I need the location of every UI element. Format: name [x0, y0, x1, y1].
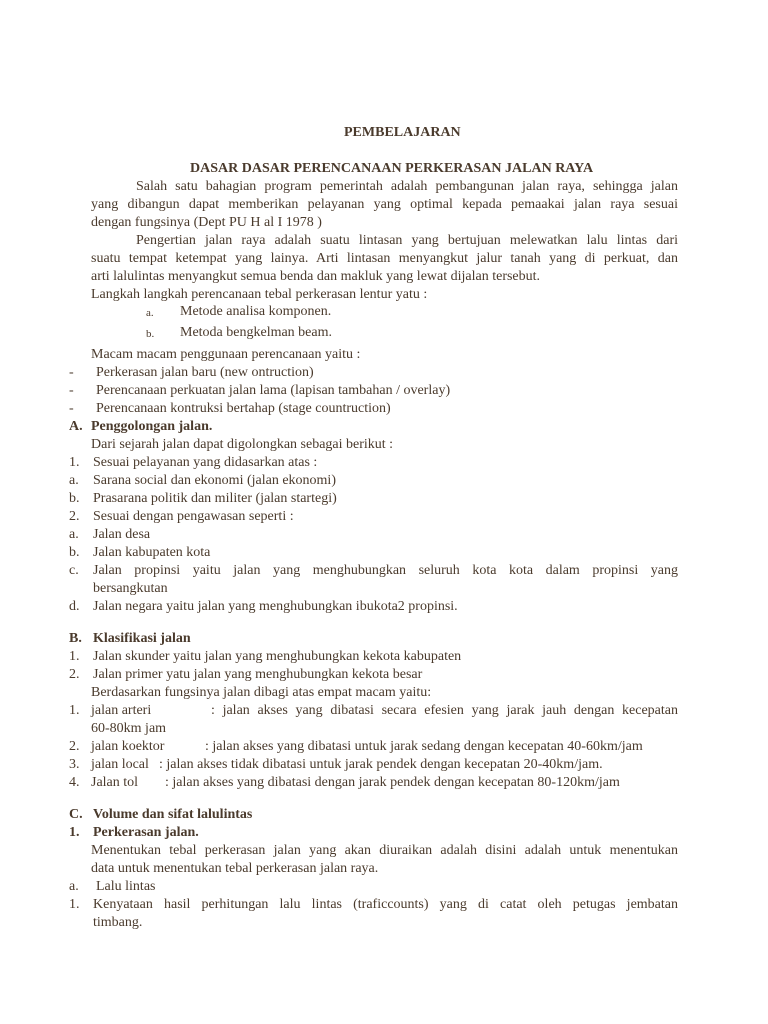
- a-item2a-marker: a.: [69, 527, 79, 542]
- a-item2c-text: Jalan propinsi yaitu jalan yang menghubungkan seluruh kota kota dalam propinsi yang: [93, 563, 678, 578]
- a-item1-marker: 1.: [69, 455, 80, 470]
- c-a-text: Lalu lintas: [96, 879, 156, 894]
- step-text-a: Metode analisa komponen.: [180, 304, 332, 319]
- c-sub1-heading: Perkerasan jalan.: [93, 825, 199, 840]
- p1-line2: yang dibangun dapat memberikan pelayanan yang optimal kepada pemaakai jalan raya sesuai: [91, 197, 678, 212]
- doc-subtitle: DASAR DASAR PERENCANAAN PERKERASAN JALAN RAYA: [190, 161, 594, 176]
- b-f4-name: Jalan tol: [91, 775, 139, 790]
- section-c-marker: C.: [69, 807, 83, 822]
- b-item1-text: Jalan skunder yaitu jalan yang menghubungkan kekota kabupaten: [93, 649, 462, 664]
- use-text-2: Perencanaan perkuatan jalan lama (lapisan tambahan / overlay): [96, 383, 451, 398]
- b-intro: Berdasarkan fungsinya jalan dibagi atas empat macam yaitu:: [91, 685, 432, 700]
- b-f1-text: : jalan akses yang dibatasi secara efesien yang jarak jauh dengan kecepatan: [211, 703, 678, 718]
- section-a-marker: A.: [69, 419, 83, 434]
- a-item1b-text: Prasarana politik dan militer (jalan startegi): [93, 491, 337, 506]
- b-f1-name: jalan arteri: [91, 703, 152, 718]
- c-para-line1: Menentukan tebal perkerasan jalan yang akan diuraikan adalah disini adalah untuk menentukan: [91, 843, 678, 858]
- use-text-3: Perencanaan kontruksi bertahap (stage countruction): [96, 401, 391, 416]
- use-marker-2: -: [69, 383, 74, 398]
- b-f3-text: : jalan akses tidak dibatasi untuk jarak pendek dengan kecepatan 20-40km/jam.: [159, 757, 603, 772]
- c-sub1-marker: 1.: [69, 825, 80, 840]
- step-marker-a: a.: [146, 307, 154, 319]
- section-b-heading: Klasifikasi jalan: [93, 631, 191, 646]
- b-item2-text: Jalan primer yatu jalan yang menghubungkan kekota besar: [93, 667, 423, 682]
- section-c-heading: Volume dan sifat lalulintas: [93, 807, 253, 822]
- b-item2-marker: 2.: [69, 667, 80, 682]
- p1-line1: Salah satu bahagian program pemerintah adalah pembangunan jalan raya, sehingga jalan: [136, 179, 678, 194]
- b-f1-marker: 1.: [69, 703, 80, 718]
- b-f2-name: jalan koektor: [91, 739, 165, 754]
- p2-line1: Pengertian jalan raya adalah suatu lintasan yang bertujuan melewatkan lalu lintas dari: [136, 233, 678, 248]
- c-a-marker: a.: [69, 879, 79, 894]
- a-item2d-marker: d.: [69, 599, 80, 614]
- section-a-intro: Dari sejarah jalan dapat digolongkan sebagai berikut :: [91, 437, 394, 452]
- b-f3-marker: 3.: [69, 757, 80, 772]
- uses-intro: Macam macam penggunaan perencanaan yaitu :: [91, 347, 361, 362]
- b-f4-text: : jalan akses yang dibatasi dengan jarak pendek dengan kecepatan 80-120km/jam: [165, 775, 620, 790]
- b-f2-text: : jalan akses yang dibatasi untuk jarak sedang dengan kecepatan 40-60km/jam: [205, 739, 643, 754]
- step-text-b: Metoda bengkelman beam.: [180, 325, 333, 340]
- p2-line3: arti lalulintas menyangkut semua benda dan makluk yang lewat dijalan tersebut.: [91, 269, 541, 284]
- a-item1b-marker: b.: [69, 491, 80, 506]
- c-para-line2: data untuk menentukan tebal perkerasan jalan raya.: [91, 861, 379, 876]
- c-k-marker: 1.: [69, 897, 80, 912]
- p2-line2: suatu tempat ketempat yang lainya. Arti lintasan menyangkut jalur tanah yang di perkuat, dan: [91, 251, 678, 266]
- a-item1a-marker: a.: [69, 473, 79, 488]
- use-marker-3: -: [69, 401, 74, 416]
- use-text-1: Perkerasan jalan baru (new ontruction): [96, 365, 314, 380]
- a-item2b-text: Jalan kabupaten kota: [93, 545, 211, 560]
- section-b-marker: B.: [69, 631, 82, 646]
- a-item2-text: Sesuai dengan pengawasan seperti :: [93, 509, 294, 524]
- doc-title: PEMBELAJARAN: [344, 125, 461, 140]
- section-a-heading: Penggolongan jalan.: [91, 419, 213, 434]
- a-item2a-text: Jalan desa: [93, 527, 151, 542]
- step-marker-b: b.: [146, 328, 155, 340]
- use-marker-1: -: [69, 365, 74, 380]
- a-item2b-marker: b.: [69, 545, 80, 560]
- b-f1-text-cont: 60-80km jam: [91, 721, 167, 736]
- a-item2-marker: 2.: [69, 509, 80, 524]
- a-item1a-text: Sarana social dan ekonomi (jalan ekonomi): [93, 473, 336, 488]
- b-f2-marker: 2.: [69, 739, 80, 754]
- c-k-text: Kenyataan hasil perhitungan lalu lintas (traficcounts) yang di catat oleh petugas jembatan: [93, 897, 678, 912]
- c-k-text-cont: timbang.: [93, 915, 143, 930]
- b-f3-name: jalan local: [91, 757, 149, 772]
- a-item2c-text-cont: bersangkutan: [93, 581, 168, 596]
- a-item2d-text: Jalan negara yaitu jalan yang menghubungkan ibukota2 propinsi.: [93, 599, 458, 614]
- p1-line3: dengan fungsinya (Dept PU H al I 1978 ): [91, 215, 322, 230]
- b-f4-marker: 4.: [69, 775, 80, 790]
- b-item1-marker: 1.: [69, 649, 80, 664]
- steps-intro: Langkah langkah perencanaan tebal perkerasan lentur yatu :: [91, 287, 428, 302]
- a-item1-text: Sesuai pelayanan yang didasarkan atas :: [93, 455, 318, 470]
- a-item2c-marker: c.: [69, 563, 79, 578]
